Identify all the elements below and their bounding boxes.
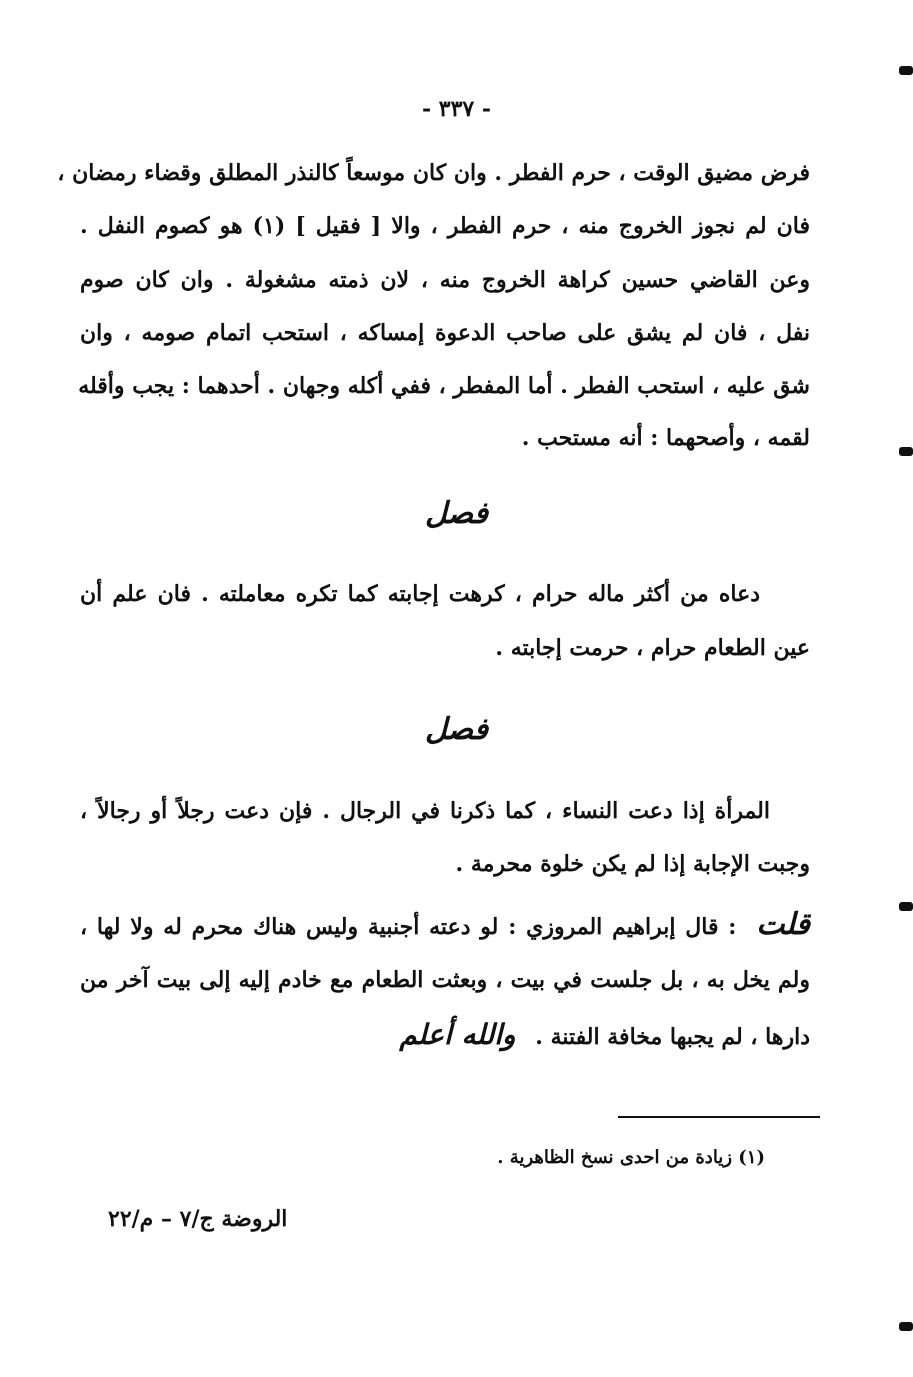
page-number: - ٣٣٧ - [421,96,492,122]
section-heading: فصل [424,496,489,531]
commentary-text: : قال إبراهيم المروزي : لو دعته أجنبية وليس هناك محرم له ولا لها ، [80,914,737,940]
text-line: دعاه من أكثر ماله حرام ، كرهت إجابته كما تكره معاملته . فان علم أن [80,581,760,607]
scan-edge-mark [899,1322,913,1331]
scan-edge-mark [899,447,913,456]
footnote: (١) زيادة من احدى نسخ الظاهرية . [497,1147,765,1168]
text-line [399,1020,810,1052]
text-line: وجبت الإجابة إذا لم يكن خلوة محرمة . [455,851,810,877]
printer-signature: الروضة ج/٧ – م/٢٢ [108,1206,288,1232]
footnote-divider [618,1116,820,1118]
text-line: عين الطعام حرام ، حرمت إجابته . [495,635,810,661]
commentary-lead: قلت [756,907,810,942]
text-line: وعن القاضي حسين كراهة الخروج منه ، لان ذمته مشغولة . وان كان صوم [80,267,810,293]
scan-edge-mark [899,902,913,911]
text-line: المرأة إذا دعت النساء ، كما ذكرنا في الرجال . فإن دعت رجلاً أو رجالاً ، [80,798,770,824]
scan-edge-mark [899,66,913,75]
text-line: ولم يخل به ، بل جلست في بيت ، وبعثت الطعام مع خادم إليه إلى بيت آخر من [80,967,810,993]
text-line: فرض مضيق الوقت ، حرم الفطر . وان كان موسعاً كالنذر المطلق وقضاء رمضان ، [57,160,810,186]
text-line: شق عليه ، استحب الفطر . أما المفطر ، ففي أكله وجهان . أحدهما : يجب وأقله [78,373,810,399]
text-line: لقمه ، وأصحهما : أنه مستحب . [521,425,810,451]
text-line: فان لم نجوز الخروج منه ، حرم الفطر ، والا [ فقيل ] (١) هو كصوم النفل . [80,213,810,239]
text-line: نفل ، فان لم يشق على صاحب الدعوة إمساكه ، استحب اتمام صومه ، وان [80,320,810,346]
closing-phrase: والله أعلم [399,1018,516,1051]
commentary-text: دارها ، لم يجبها مخافة الفتنة . [535,1024,810,1050]
text-line [80,907,810,942]
section-heading: فصل [424,712,489,747]
